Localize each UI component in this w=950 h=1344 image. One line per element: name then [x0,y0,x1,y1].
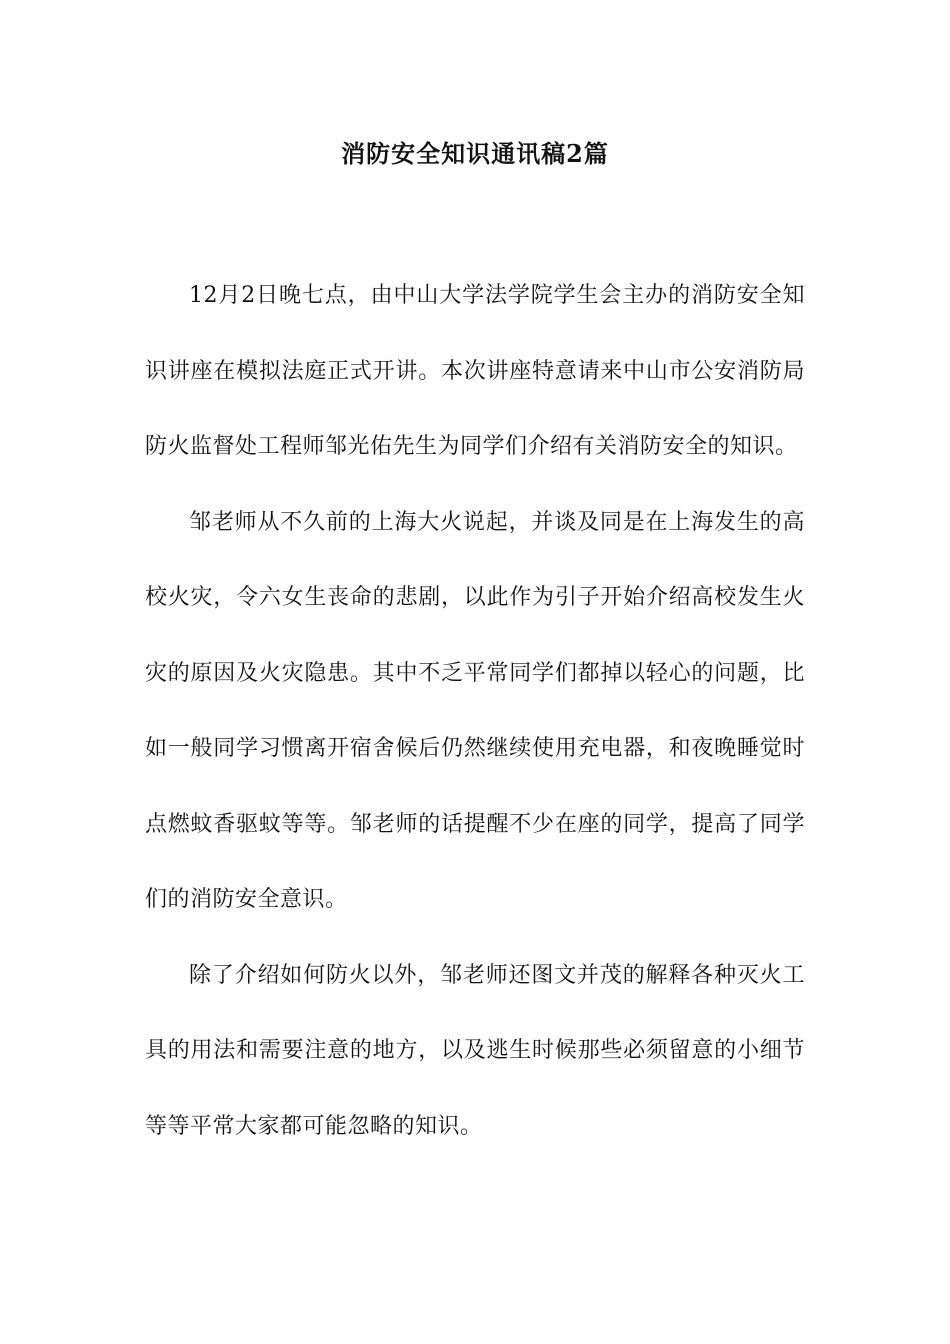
article-body [145,258,805,1164]
paragraph-1: 12月2日晚七点，由中山大学法学院学生会主办的消防安全知识讲座在模拟法庭正式开讲。本次讲座特意请来中山市公安消防局防火监督处工程师邹光佑先生为同学们介绍有关消防安全的知识。 [145,283,805,459]
paragraph-2: 邹老师从不久前的上海大火说起，并谈及同是在上海发生的高校火灾，令六女生丧命的悲剧，以此作为引子开始介绍高校发生火灾的原因及火灾隐患。其中不乏平常同学们都掉以轻心的问题，比如一般同学习惯离开宿舍候后仍然继续使用充电器，和夜晚睡觉时点燃蚊香驱蚊等等。邹老师的话提醒不少在座的同学，提高了同学们的消防安全意识。 [145,509,805,912]
paragraph-3: 除了介绍如何防火以外，邹老师还图文并茂的解释各种灭火工具的用法和需要注意的地方，以及逃生时候那些必须留意的小细节等等平常大家都可能忽略的知识。 [145,962,805,1139]
page-title: 消防安全知识通讯稿2篇 [341,139,609,168]
